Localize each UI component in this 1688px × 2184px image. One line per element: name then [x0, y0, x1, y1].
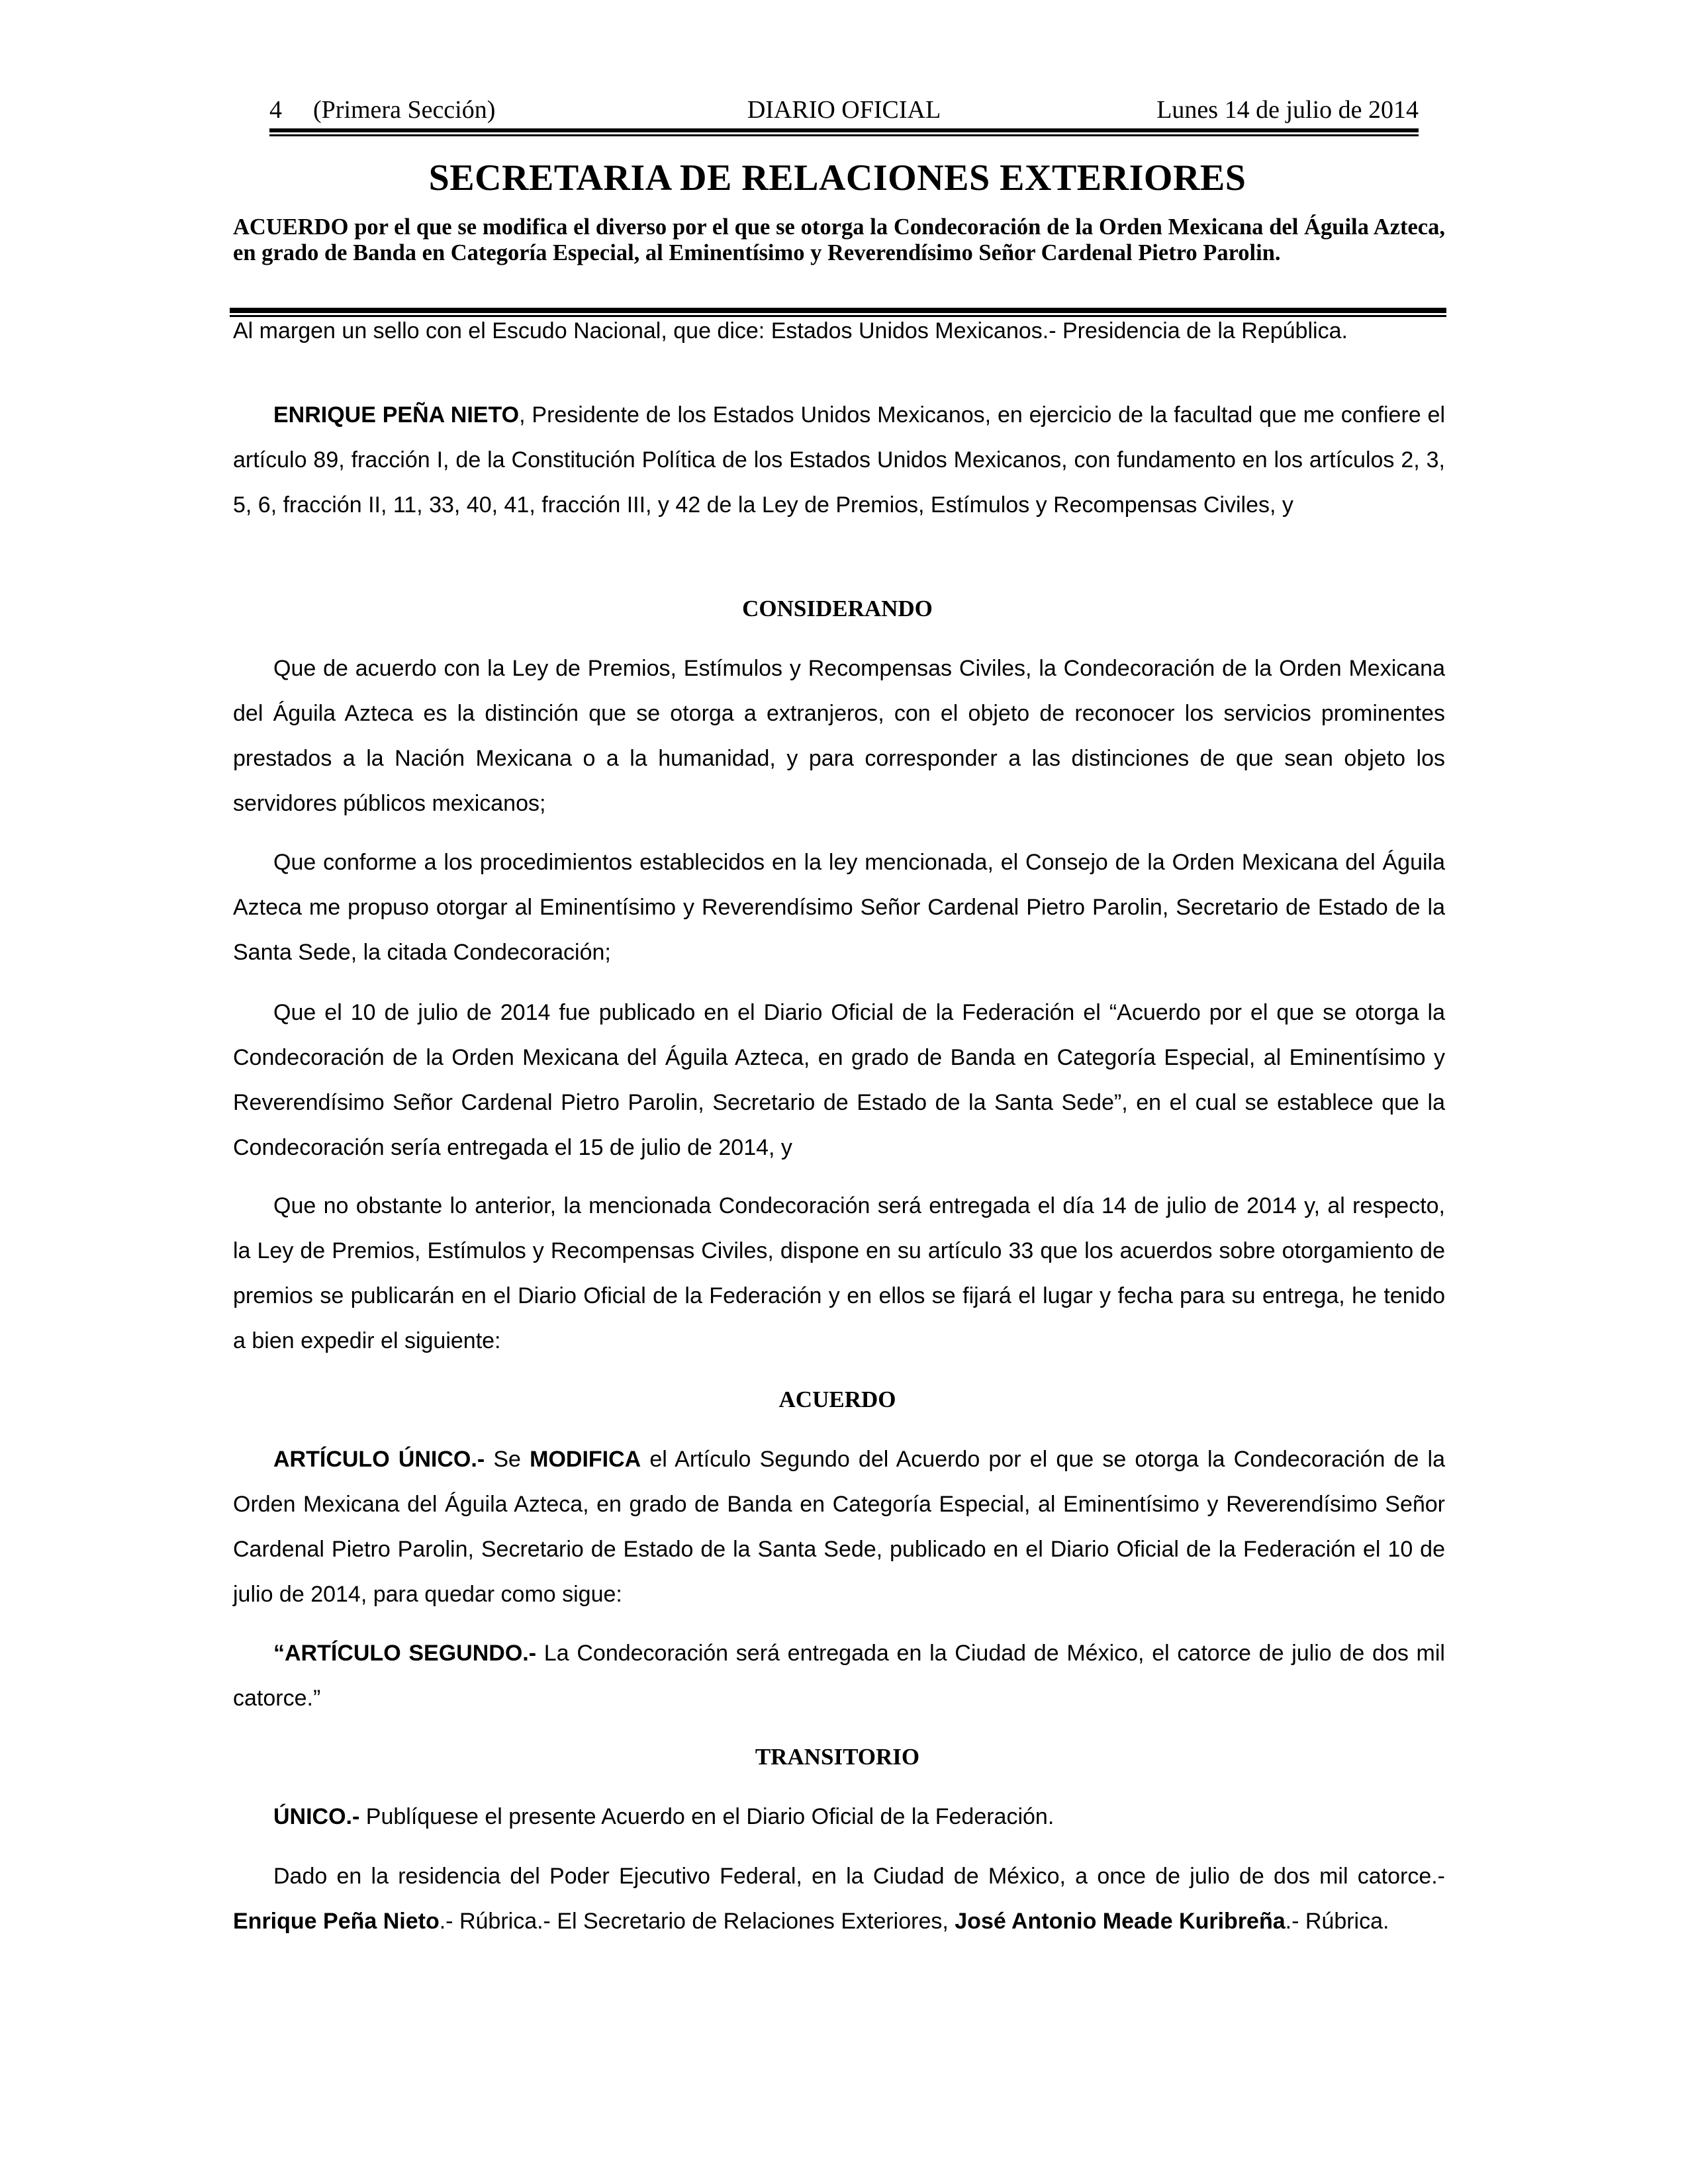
articulo-segundo-label: “ARTÍCULO SEGUNDO.-	[273, 1641, 537, 1666]
articulo-unico-label: ARTÍCULO ÚNICO.-	[273, 1447, 485, 1472]
preamble-text: , Presidente de los Estados Unidos Mexicanos, en ejercicio de la facultad que me confiere el artículo 89, fracción I, de la Constitución Política de los Estados Unidos Mexicanos, con fundamento en los artículos 2, 3, 5, 6, fracción II, 11, 33, 40, 41, fracción III, y 42 de la Ley de Premios, Estímulos y Recompensas Civiles, y	[233, 402, 1446, 518]
closing-text-1: Dado en la residencia del Poder Ejecutivo Federal, en la Ciudad de México, a once de julio de dos mil catorce.-	[273, 1864, 1445, 1889]
transitorio-unico-label: ÚNICO.-	[273, 1804, 360, 1829]
considerando-paragraph-1: Que de acuerdo con la Ley de Premios, Estímulos y Recompensas Civiles, la Condecoración de la Orden Mexicana del Águila Azteca es la distinción que se otorga a extranjeros, con el objeto de reconocer los servicios prominentes prestados a la Nación Mexicana o a la humanidad, y para corresponder a las distinciones de que sean objeto los servidores públicos mexicanos;	[233, 656, 1445, 816]
signer-president: Enrique Peña Nieto	[233, 1909, 440, 1934]
signer-secretary: José Antonio Meade Kuribreña	[955, 1909, 1286, 1934]
articulo-unico-se: Se	[485, 1447, 530, 1472]
closing-text-2: .- Rúbrica.- El Secretario de Relaciones Exteriores,	[439, 1909, 955, 1934]
articulo-unico-verb: MODIFICA	[530, 1447, 641, 1472]
transitorio-unico-paragraph	[233, 1794, 1445, 1839]
summary-text: ACUERDO por el que se modifica el diverso por el que se otorga la Condecoración de la Orden Mexicana del Águila Azteca, en grado de Banda en Categoría Especial, al Eminentísimo y Reverendísimo Señor Cardenal Pietro Parolin.	[233, 214, 1445, 265]
running-head	[269, 91, 1419, 128]
articulo-unico-text: el Artículo Segundo del Acuerdo por el que se otorga la Condecoración de la Orden Mexicana del Águila Azteca, en grado de Banda en Categoría Especial, al Eminentísimo y Reverendísimo Señor Cardenal Pietro Parolin, Secretario de Estado de la Santa Sede, publicado en el Diario Oficial de la Federación el 10 de julio de 2014, para quedar como sigue:	[233, 1447, 1445, 1607]
considerando-heading: CONSIDERANDO	[742, 596, 933, 621]
president-name: ENRIQUE PEÑA NIETO	[273, 402, 520, 428]
closing-paragraph	[233, 1854, 1445, 1944]
articulo-segundo-paragraph	[233, 1631, 1445, 1721]
margin-note: Al margen un sello con el Escudo Nacional, que dice: Estados Unidos Mexicanos.- Presidencia de la República.	[233, 318, 1348, 343]
summary-rule-thick	[230, 308, 1446, 313]
header-rule-thick	[269, 128, 1419, 132]
agency-title: SECRETARIA DE RELACIONES EXTERIORES	[428, 158, 1246, 199]
considerando-paragraph-4: Que no obstante lo anterior, la mencionada Condecoración será entregada el día 14 de julio de 2014 y, al respecto, la Ley de Premios, Estímulos y Recompensas Civiles, dispone en su artículo 33 que los acuerdos sobre otorgamiento de premios se publicarán en el Diario Oficial de la Federación y en ellos se fijará el lugar y fecha para su entrega, he tenido a bien expedir el siguiente:	[233, 1193, 1445, 1353]
issue-date: Lunes 14 de julio de 2014	[1156, 96, 1419, 124]
document-summary	[233, 214, 1445, 266]
acuerdo-heading: ACUERDO	[778, 1387, 896, 1412]
header-rule-thin	[269, 134, 1419, 136]
publication-name: DIARIO OFICIAL	[747, 96, 941, 124]
considerando-paragraph-3: Que el 10 de julio de 2014 fue publicado en el Diario Oficial de la Federación el “Acuerdo por el que se otorga la Condecoración de la Orden Mexicana del Águila Azteca, en grado de Banda en Categoría Especial, al Eminentísimo y Reverendísimo Señor Cardenal Pietro Parolin, Secretario de Estado de la Santa Sede”, en el cual se establece que la Condecoración sería entregada el 15 de julio de 2014, y	[233, 1000, 1445, 1160]
page-number: 4	[269, 96, 282, 124]
transitorio-heading: TRANSITORIO	[755, 1744, 920, 1770]
section-label: (Primera Sección)	[313, 96, 496, 124]
preamble-paragraph	[233, 392, 1445, 527]
summary-rule-thin	[230, 315, 1446, 317]
articulo-unico-paragraph	[233, 1437, 1445, 1617]
articulo-segundo-text: La Condecoración será entregada en la Ciudad de México, el catorce de julio de dos mil catorce.”	[233, 1641, 1445, 1711]
considerando-paragraph-2: Que conforme a los procedimientos establecidos en la ley mencionada, el Consejo de la Orden Mexicana del Águila Azteca me propuso otorgar al Eminentísimo y Reverendísimo Señor Cardenal Pietro Parolin, Secretario de Estado de la Santa Sede, la citada Condecoración;	[233, 850, 1445, 965]
transitorio-unico-text: Publíquese el presente Acuerdo en el Diario Oficial de la Federación.	[359, 1804, 1055, 1829]
closing-text-3: .- Rúbrica.	[1285, 1909, 1389, 1934]
